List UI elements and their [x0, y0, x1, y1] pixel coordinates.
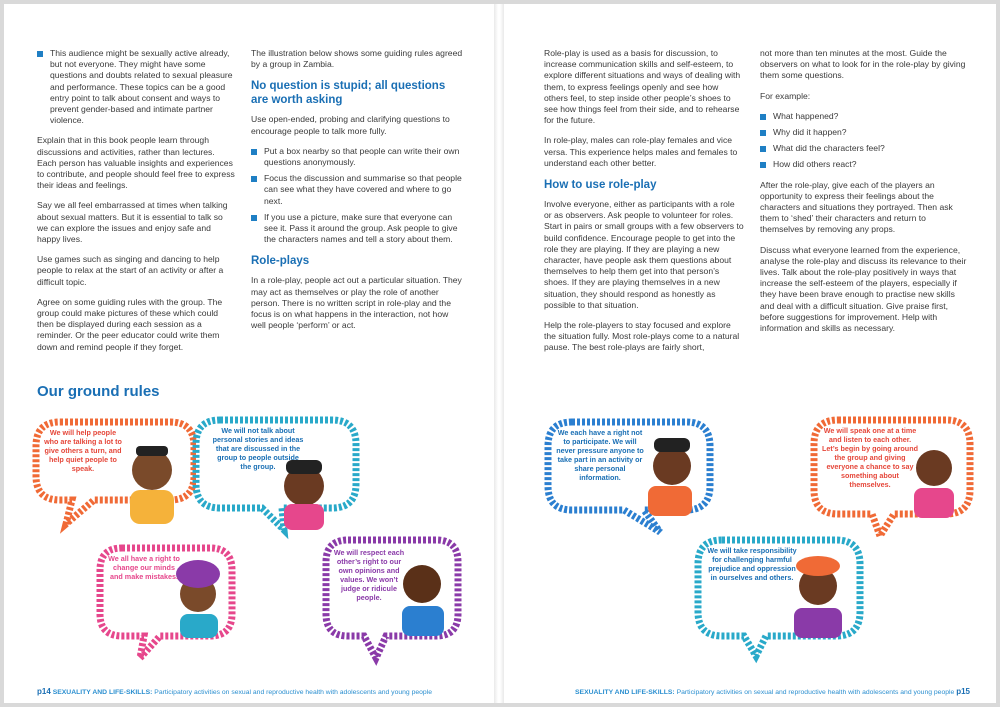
paragraph: In a role-play, people act out a particular situation. They may act as themselves or play the role of another person. There is no written script in role-play and the focus is on what happens in the interaction, not how well people ‘perform’ or act.: [251, 275, 462, 331]
left-column-2: [251, 48, 463, 340]
book-subtitle: Participatory activities on sexual and reproductive health with adolescents and young people: [676, 689, 955, 696]
paragraph: In role-play, males can role-play females and vice versa. This experience helps males and females to understand each other better.: [544, 135, 738, 168]
footer-left: [37, 687, 432, 696]
list-item: Focus the discussion and summarise so that people can see what they have covered and where to go next.: [251, 173, 463, 207]
list-item: How did others react?: [760, 159, 968, 170]
paragraph: Involve everyone, either as participants with a role or as observers. Ask people to volunteer for roles. Start in pairs or small groups with a few observers to build confidence. Encourage people to get into the role they are playing. If they are playing a new character, have people ask them questions about themselves to help them get into that person’s shoes. If they are playing themselves in a new situation, they should respond as honestly as possible to that situation.: [544, 199, 744, 310]
book-title: SEXUALITY AND LIFE-SKILLS:: [52, 689, 153, 696]
list-item: What happened?: [760, 111, 968, 122]
paragraph: After the role-play, give each of the players an opportunity to express their feelings about the characters and situations they portrayed. Then ask them to ‘shed’ their characters and return to themselves by removing any props.: [760, 179, 953, 235]
paragraph: not more than ten minutes at the most. Guide the observers on what to look for in the role-play by giving them some questions.: [760, 48, 966, 81]
ground-rule-bubble-5: [544, 418, 714, 536]
ground-rule-bubble-4: [322, 536, 462, 662]
section-heading: How to use role-play: [544, 179, 657, 192]
book-title: SEXUALITY AND LIFE-SKILLS:: [575, 689, 675, 696]
page-right: [504, 4, 996, 703]
ground-rule-bubble-1: [32, 418, 198, 530]
tips-bullet-list: [251, 146, 463, 246]
paragraph: Say we all feel embarrassed at times when talking about sexual matters. But it is essential to talk so we can explore the issues and enjoy safe and happy lives.: [37, 200, 228, 245]
audience-bullet: This audience might be sexually active already, but not everyone. They might have some questions and doubts related to sexual pleasure and performance. These topics can be a good entry point to talk about consent and ways to prevent gender-based and intimate partner violence.: [37, 48, 235, 126]
paragraph: Discuss what everyone learned from the experience, analyse the role-play and discuss its relevance to their lives. Talk about the role-play positively in ways that increase the self-esteem of the players, especially if they have been brave enough to practise new skills and deal with a difficult situation. Give praise first, before suggestions for improvement. Help with information and skills as necessary.: [760, 244, 967, 334]
rule-text-2: We will not talk about personal stories and ideas that are discussed in the group to people outside the group.: [212, 426, 304, 471]
rule-text-3: We all have a right to change our minds and make mistakes.: [108, 554, 180, 581]
book-subtitle: Participatory activities on sexual and reproductive health with adolescents and young people: [154, 689, 432, 696]
list-item: Why did it happen?: [760, 127, 968, 138]
rule-text-5: We each have a right not to participate. We will never pressure anyone to take part in an activity or share personal information.: [556, 428, 644, 482]
paragraph: For example:: [760, 90, 811, 101]
ground-rule-bubble-6: [810, 416, 974, 540]
paragraph: Explain that in this book people learn through discussions and activities, rather than lectures. Each person has valuable insights and experiences to contribute, and people should feel free to express their ideas and feelings.: [37, 135, 235, 191]
paragraph: Agree on some guiding rules with the group. The group could make pictures of these which could then be displayed during each session as a reminder. Or the peer educator could write them down and remind people if they forget.: [37, 296, 223, 352]
section-heading: Role-plays: [251, 255, 310, 268]
rule-text-1: We will help people who are talking a lot to give others a turn, and help quiet people to speak.: [44, 428, 122, 473]
rule-text-6: We will speak one at a time and listen to each other. Let’s begin by going around the group and giving everyone a chance to say something about themselves.: [822, 426, 918, 489]
rule-text-7: We will take responsibility for challenging harmful prejudice and oppression in ourselves and others.: [707, 546, 797, 582]
ground-rule-bubble-7: [694, 536, 864, 660]
paragraph: Use open-ended, probing and clarifying questions to encourage people to talk more fully.: [251, 114, 450, 136]
question-list: [760, 111, 968, 171]
ground-rule-bubble-2: [192, 416, 360, 534]
book-spine: [494, 4, 504, 703]
ground-rules-title: Our ground rules: [37, 383, 160, 400]
section-heading: No question is stupid; all questions are worth asking: [251, 80, 446, 107]
page-number: p14: [37, 687, 51, 696]
left-column-1: [37, 48, 235, 362]
list-item: If you use a picture, make sure that everyone can see it. Pass it around the group. Ask people to give the characters names and tell a story about them.: [251, 212, 463, 246]
list-item: What did the characters feel?: [760, 143, 968, 154]
list-item: Put a box nearby so that people can write their own questions anonymously.: [251, 146, 463, 168]
audience-bullet-list: [37, 48, 235, 126]
paragraph: Role-play is used as a basis for discussion, to increase communication skills and self-esteem, to explore different situations and ways of dealing with them, to express feelings openly and see how others feel, to step inside other people’s shoes to see how things feel from their side, and to rehearse for the future.: [544, 48, 741, 126]
paragraph: The illustration below shows some guiding rules agreed by a group in Zambia.: [251, 48, 463, 70]
right-column-2: [760, 48, 968, 343]
page-left: [4, 4, 494, 703]
paragraph: Help the role-players to stay focused and explore the situation fully. Most role-plays come to a natural pause. The best role-plays are fairly short,: [544, 320, 740, 353]
paragraph: Use games such as singing and dancing to help people to relax at the start of an activity or after a difficult topic.: [37, 254, 224, 287]
ground-rule-bubble-3: [96, 544, 236, 662]
page-number: p15: [956, 687, 970, 696]
right-column-1: [544, 48, 744, 363]
rule-text-4: We will respect each other’s right to our own opinions and values. We won’t judge or ridicule people.: [333, 548, 405, 602]
footer-right: [575, 687, 970, 696]
